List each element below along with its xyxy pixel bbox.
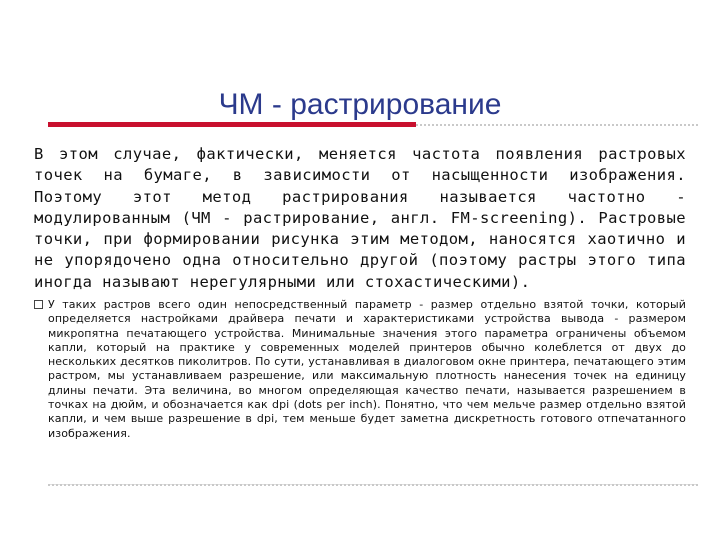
sub-paragraph: У таких растров всего один непосредственный параметр - размер отдельно взятой точки, который определяется настройками драйвера печати и характеристиками устройства вывода - размером микропятна печатающего устройства. Минимальные значения этого параметра ограничены объемом капли, который на практике у современных моделей принтеров обычно колеблется от двух до нескольких десятков пиколитров. По сути, устанавливая в диалоговом окне принтера, печатающего этим растром, мы устанавливаем разрешение, или максимальную плотность нанесения точек на единицу длины печати. Эта величина, во многом определяющая качество печати, называется разрешением в точках на дюйм, и обозначается как dpi (dots per inch). Понятно, что чем мельче размер отдельно взятой капли, и чем выше разрешение в dpi, тем меньше будет заметна дискретность готового отпечатанного изображения. — [48, 298, 686, 440]
title-accent-bar — [48, 122, 416, 127]
square-bullet-icon — [34, 300, 43, 309]
footer-divider — [48, 484, 698, 486]
main-paragraph: В этом случае, фактически, меняется частота появления растровых точек на бумаге, в зависимости от насыщенности изображения. Поэтому этот метод растрирования называется частотно - модулированным (ЧМ - растрирование, англ. FM-screening). Растровые точки, при формировании рисунка этим методом, наносятся хаотично и не упорядочено одна относительно другой (поэтому растры этого типа иногда называют нерегулярными или стохастическими). — [34, 145, 686, 291]
slide-title: ЧМ - растрирование — [218, 88, 502, 121]
